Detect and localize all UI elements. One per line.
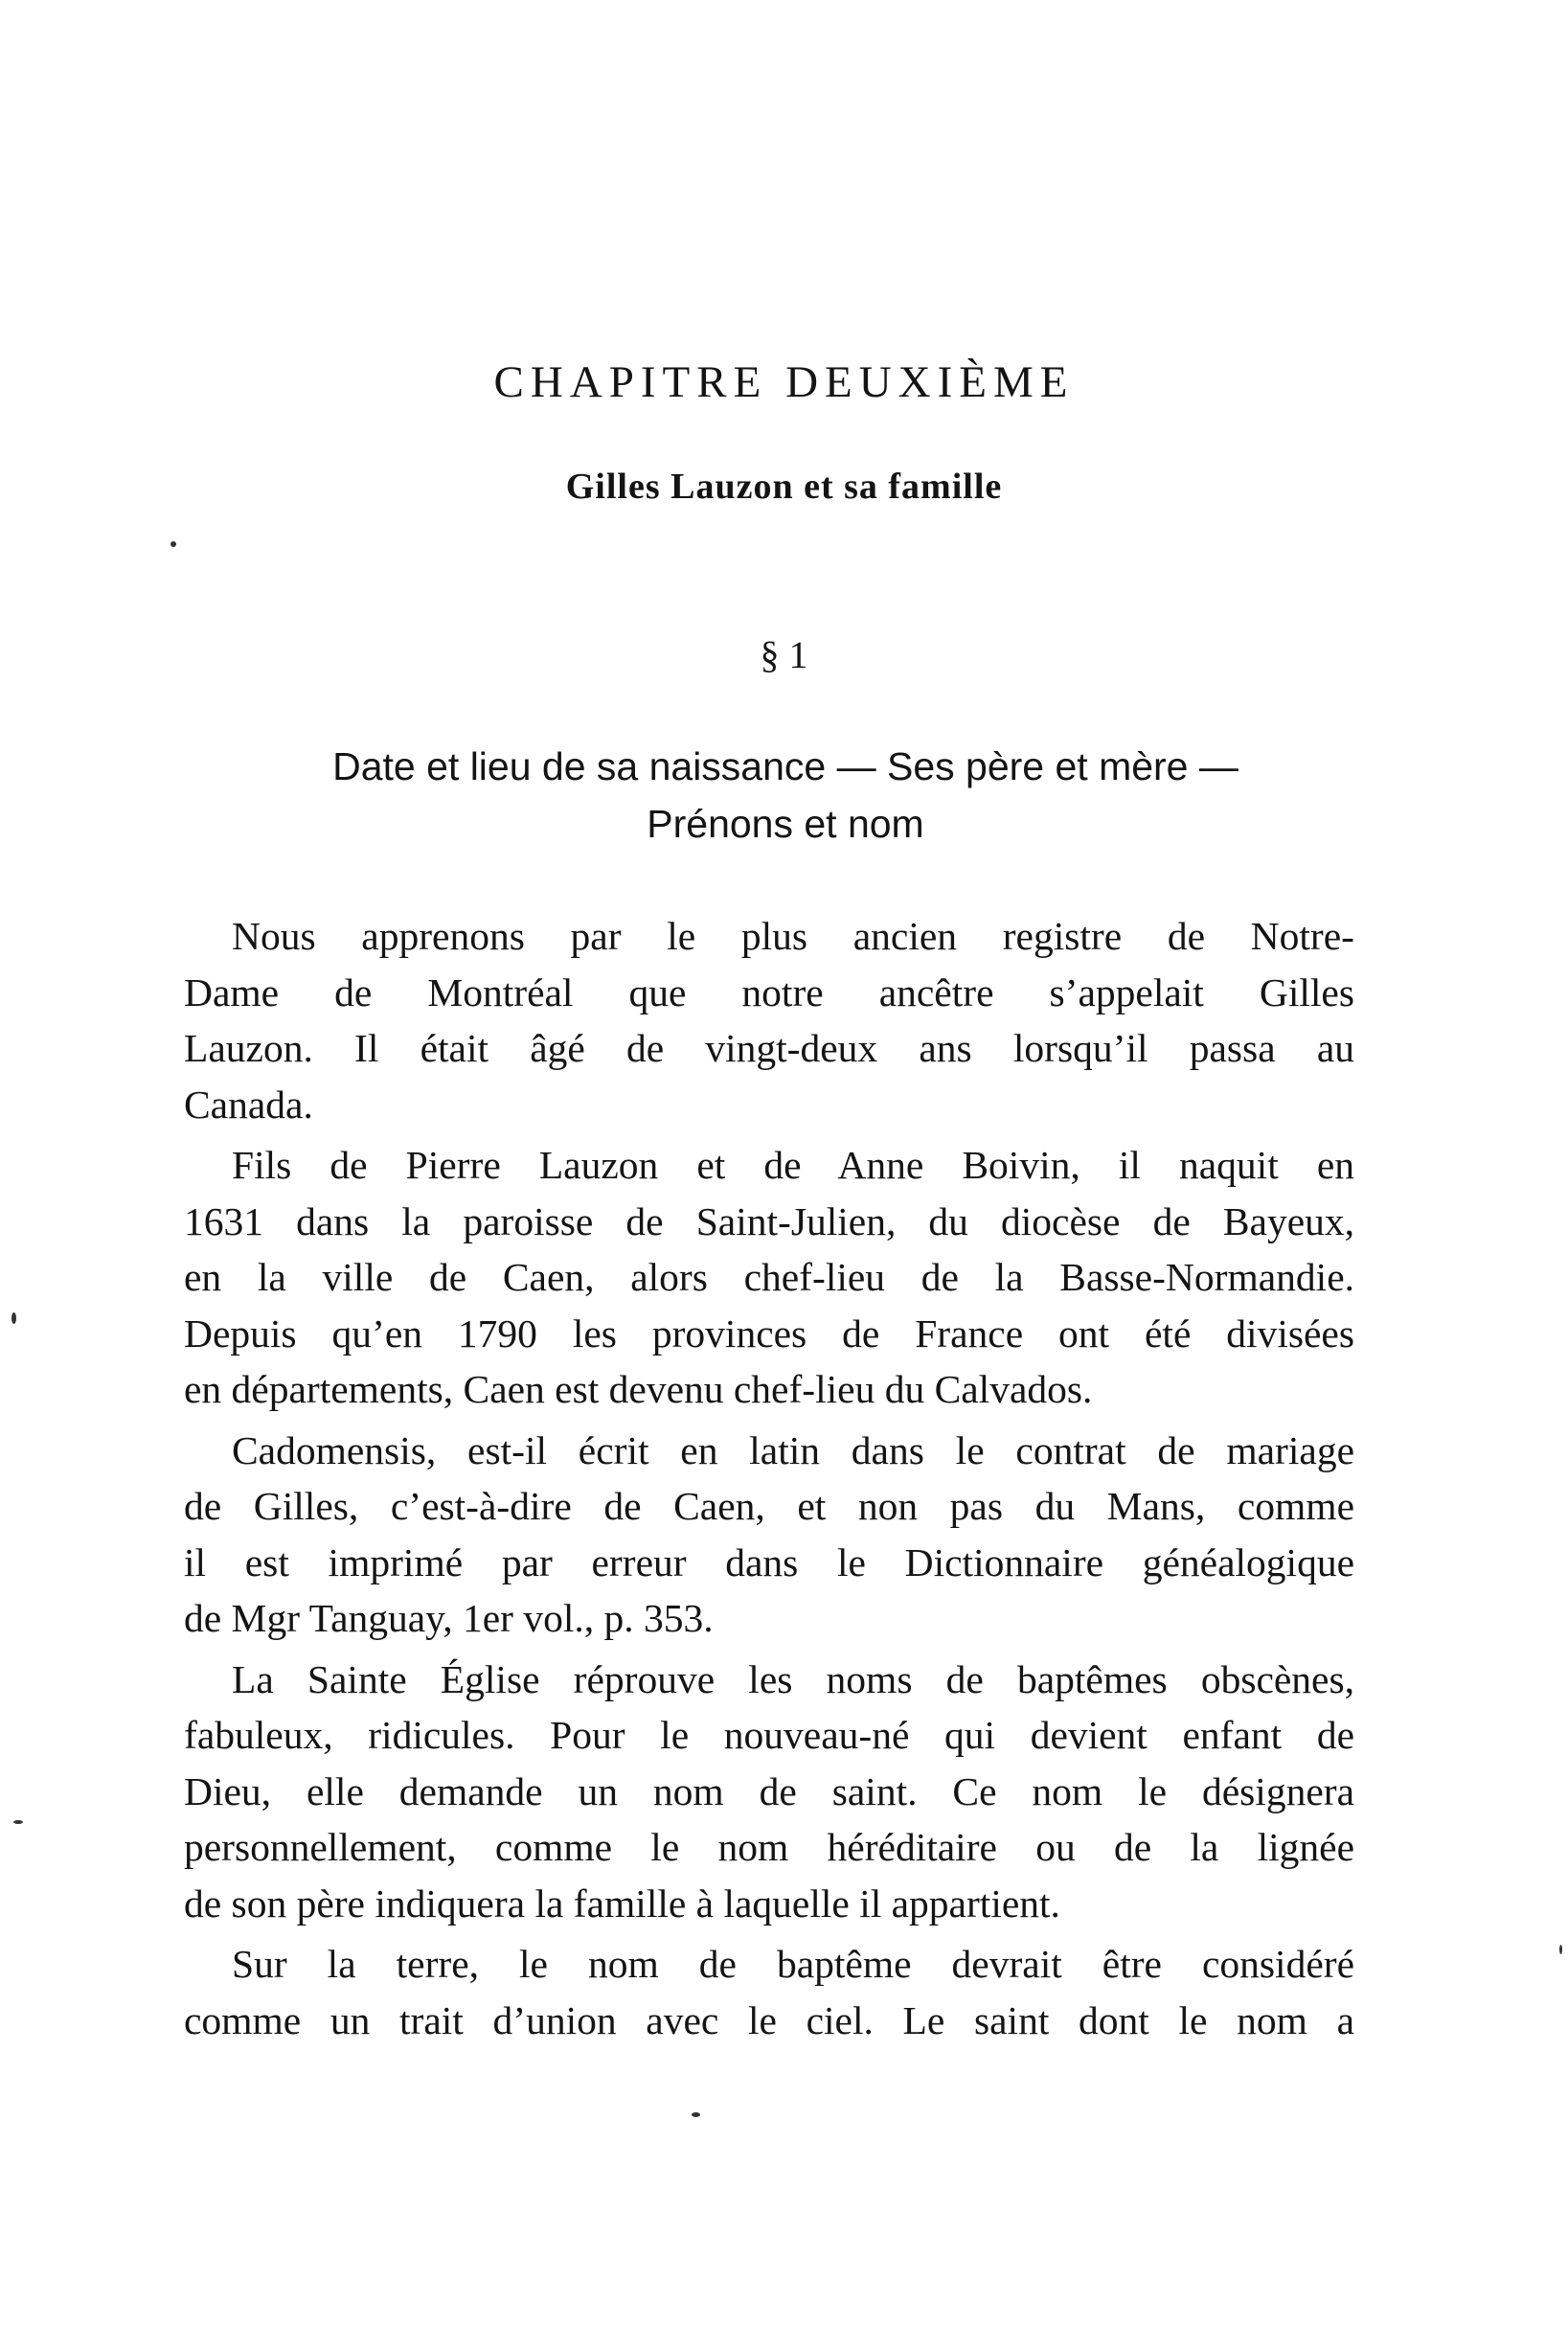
paragraph xyxy=(184,908,1354,1132)
text-line: Nous apprenons par le plus ancien registre de Notre- xyxy=(232,914,1354,958)
text-line: Sur la terre, le nom de baptême devrait être considéré xyxy=(232,1942,1354,1986)
text-line: personnellement, comme le nom héréditaire ou de la lignée xyxy=(184,1825,1354,1869)
text-line: comme un trait d’union avec le ciel. Le saint dont le nom a xyxy=(184,1997,1354,2042)
text-line: Cadomensis, est-il écrit en latin dans le contrat de mariage xyxy=(232,1427,1354,1472)
text-line: il est imprimé par erreur dans le Dictionnaire généalogique xyxy=(184,1539,1354,1584)
text-line: Dame de Montréal que notre ancêtre s’appelait Gilles xyxy=(184,969,1354,1014)
section-heading xyxy=(220,738,1351,853)
text-line: de Gilles, c’est-à-dire de Caen, et non pas du Mans, comme xyxy=(184,1484,1354,1528)
chapter-subtitle: Gilles Lauzon et sa famille xyxy=(565,467,1003,507)
text-line: La Sainte Église réprouve les noms de baptêmes obscènes, xyxy=(232,1656,1354,1701)
chapter-title: CHAPITRE DEUXIÈME xyxy=(493,357,1075,407)
section-heading-line: Prénons et nom xyxy=(647,802,924,846)
text-line: fabuleux, ridicules. Pour le nouveau-né qui devient enfant de xyxy=(184,1713,1354,1757)
text-line: Dieu, elle demande un nom de saint. Ce nom le désignera xyxy=(184,1768,1354,1813)
text-line: en départements, Caen est devenu chef-lieu du Calvados. xyxy=(184,1367,1093,1411)
text-line: en la ville de Caen, alors chef-lieu de la Basse-Normandie. xyxy=(184,1255,1354,1299)
scan-speck xyxy=(13,1820,23,1824)
scan-speck xyxy=(692,2112,700,2117)
scan-speck xyxy=(1559,1945,1562,1954)
text-line: de son père indiquera la famille à laquelle il appartient. xyxy=(184,1881,1060,1926)
text-line: 1631 dans la paroisse de Saint-Julien, du diocèse de Bayeux, xyxy=(184,1198,1354,1243)
paragraph xyxy=(184,1137,1354,1418)
paragraph xyxy=(184,1652,1354,1932)
body-text xyxy=(184,908,1354,2053)
text-line: Canada. xyxy=(184,1082,313,1127)
scan-speck xyxy=(11,1312,16,1324)
text-line: Depuis qu’en 1790 les provinces de France ont été divisées xyxy=(184,1311,1354,1356)
section-number: § 1 xyxy=(760,633,808,676)
paragraph xyxy=(184,1936,1354,2048)
text-line: Fils de Pierre Lauzon et de Anne Boivin, il naquit en xyxy=(232,1143,1354,1187)
text-line: Lauzon. Il était âgé de vingt-deux ans lorsqu’il passa au xyxy=(184,1026,1354,1070)
paragraph xyxy=(184,1423,1354,1647)
text-line: de Mgr Tanguay, 1er vol., p. 353. xyxy=(184,1596,714,1640)
section-heading-line: Date et lieu de sa naissance — Ses père et mère — xyxy=(332,744,1238,788)
scan-speck xyxy=(170,541,176,547)
